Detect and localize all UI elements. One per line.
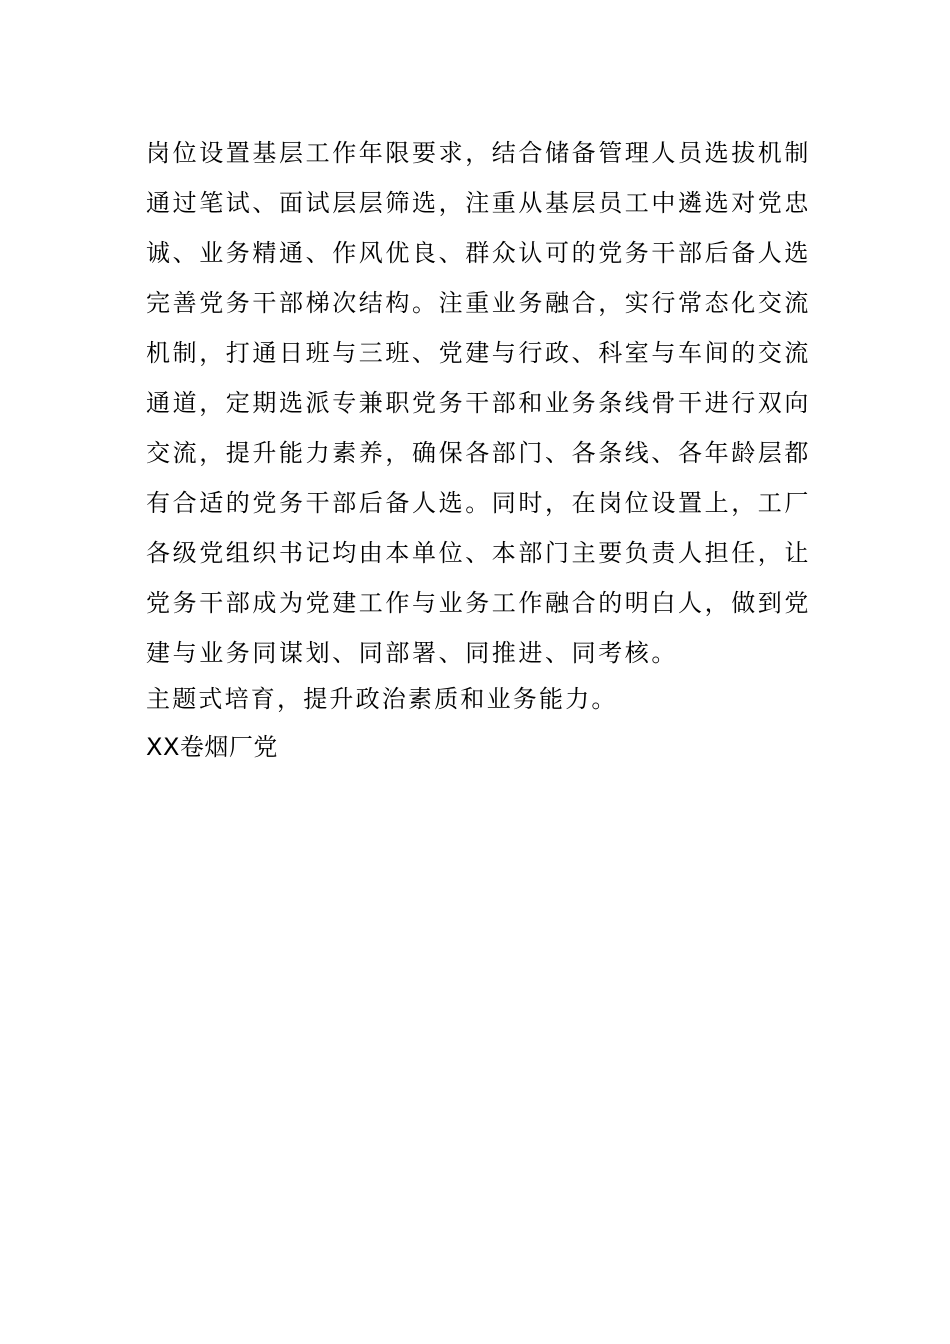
text-line: 建与业务同谋划、同部署、同推进、同考核。	[146, 639, 678, 667]
text-line: 通道，定期选派专兼职党务干部和业务条线骨干进行双向	[146, 389, 811, 417]
section-heading: 主题式培育，提升政治素质和业务能力。	[146, 685, 618, 713]
text-line: 机制，打通日班与三班、党建与行政、科室与车间的交流	[146, 339, 811, 367]
signature-line: XX卷烟厂党	[146, 733, 278, 761]
text-line: 党务干部成为党建工作与业务工作融合的明白人，做到党	[146, 589, 811, 617]
text-line: 完善党务干部梯次结构。注重业务融合，实行常态化交流	[146, 289, 811, 317]
text-line: 交流，提升能力素养，确保各部门、各条线、各年龄层都	[146, 439, 811, 467]
text-line: 诚、业务精通、作风优良、群众认可的党务干部后备人选	[146, 239, 811, 267]
text-line: 有合适的党务干部后备人选。同时，在岗位设置上，工厂	[146, 489, 811, 517]
body-paragraph	[146, 128, 826, 678]
text-line: 各级党组织书记均由本单位、本部门主要负责人担任，让	[146, 539, 811, 567]
text-line: 岗位设置基层工作年限要求，结合储备管理人员选拔机制	[146, 139, 811, 167]
text-line: 通过笔试、面试层层筛选，注重从基层员工中遴选对党忠	[146, 189, 811, 217]
